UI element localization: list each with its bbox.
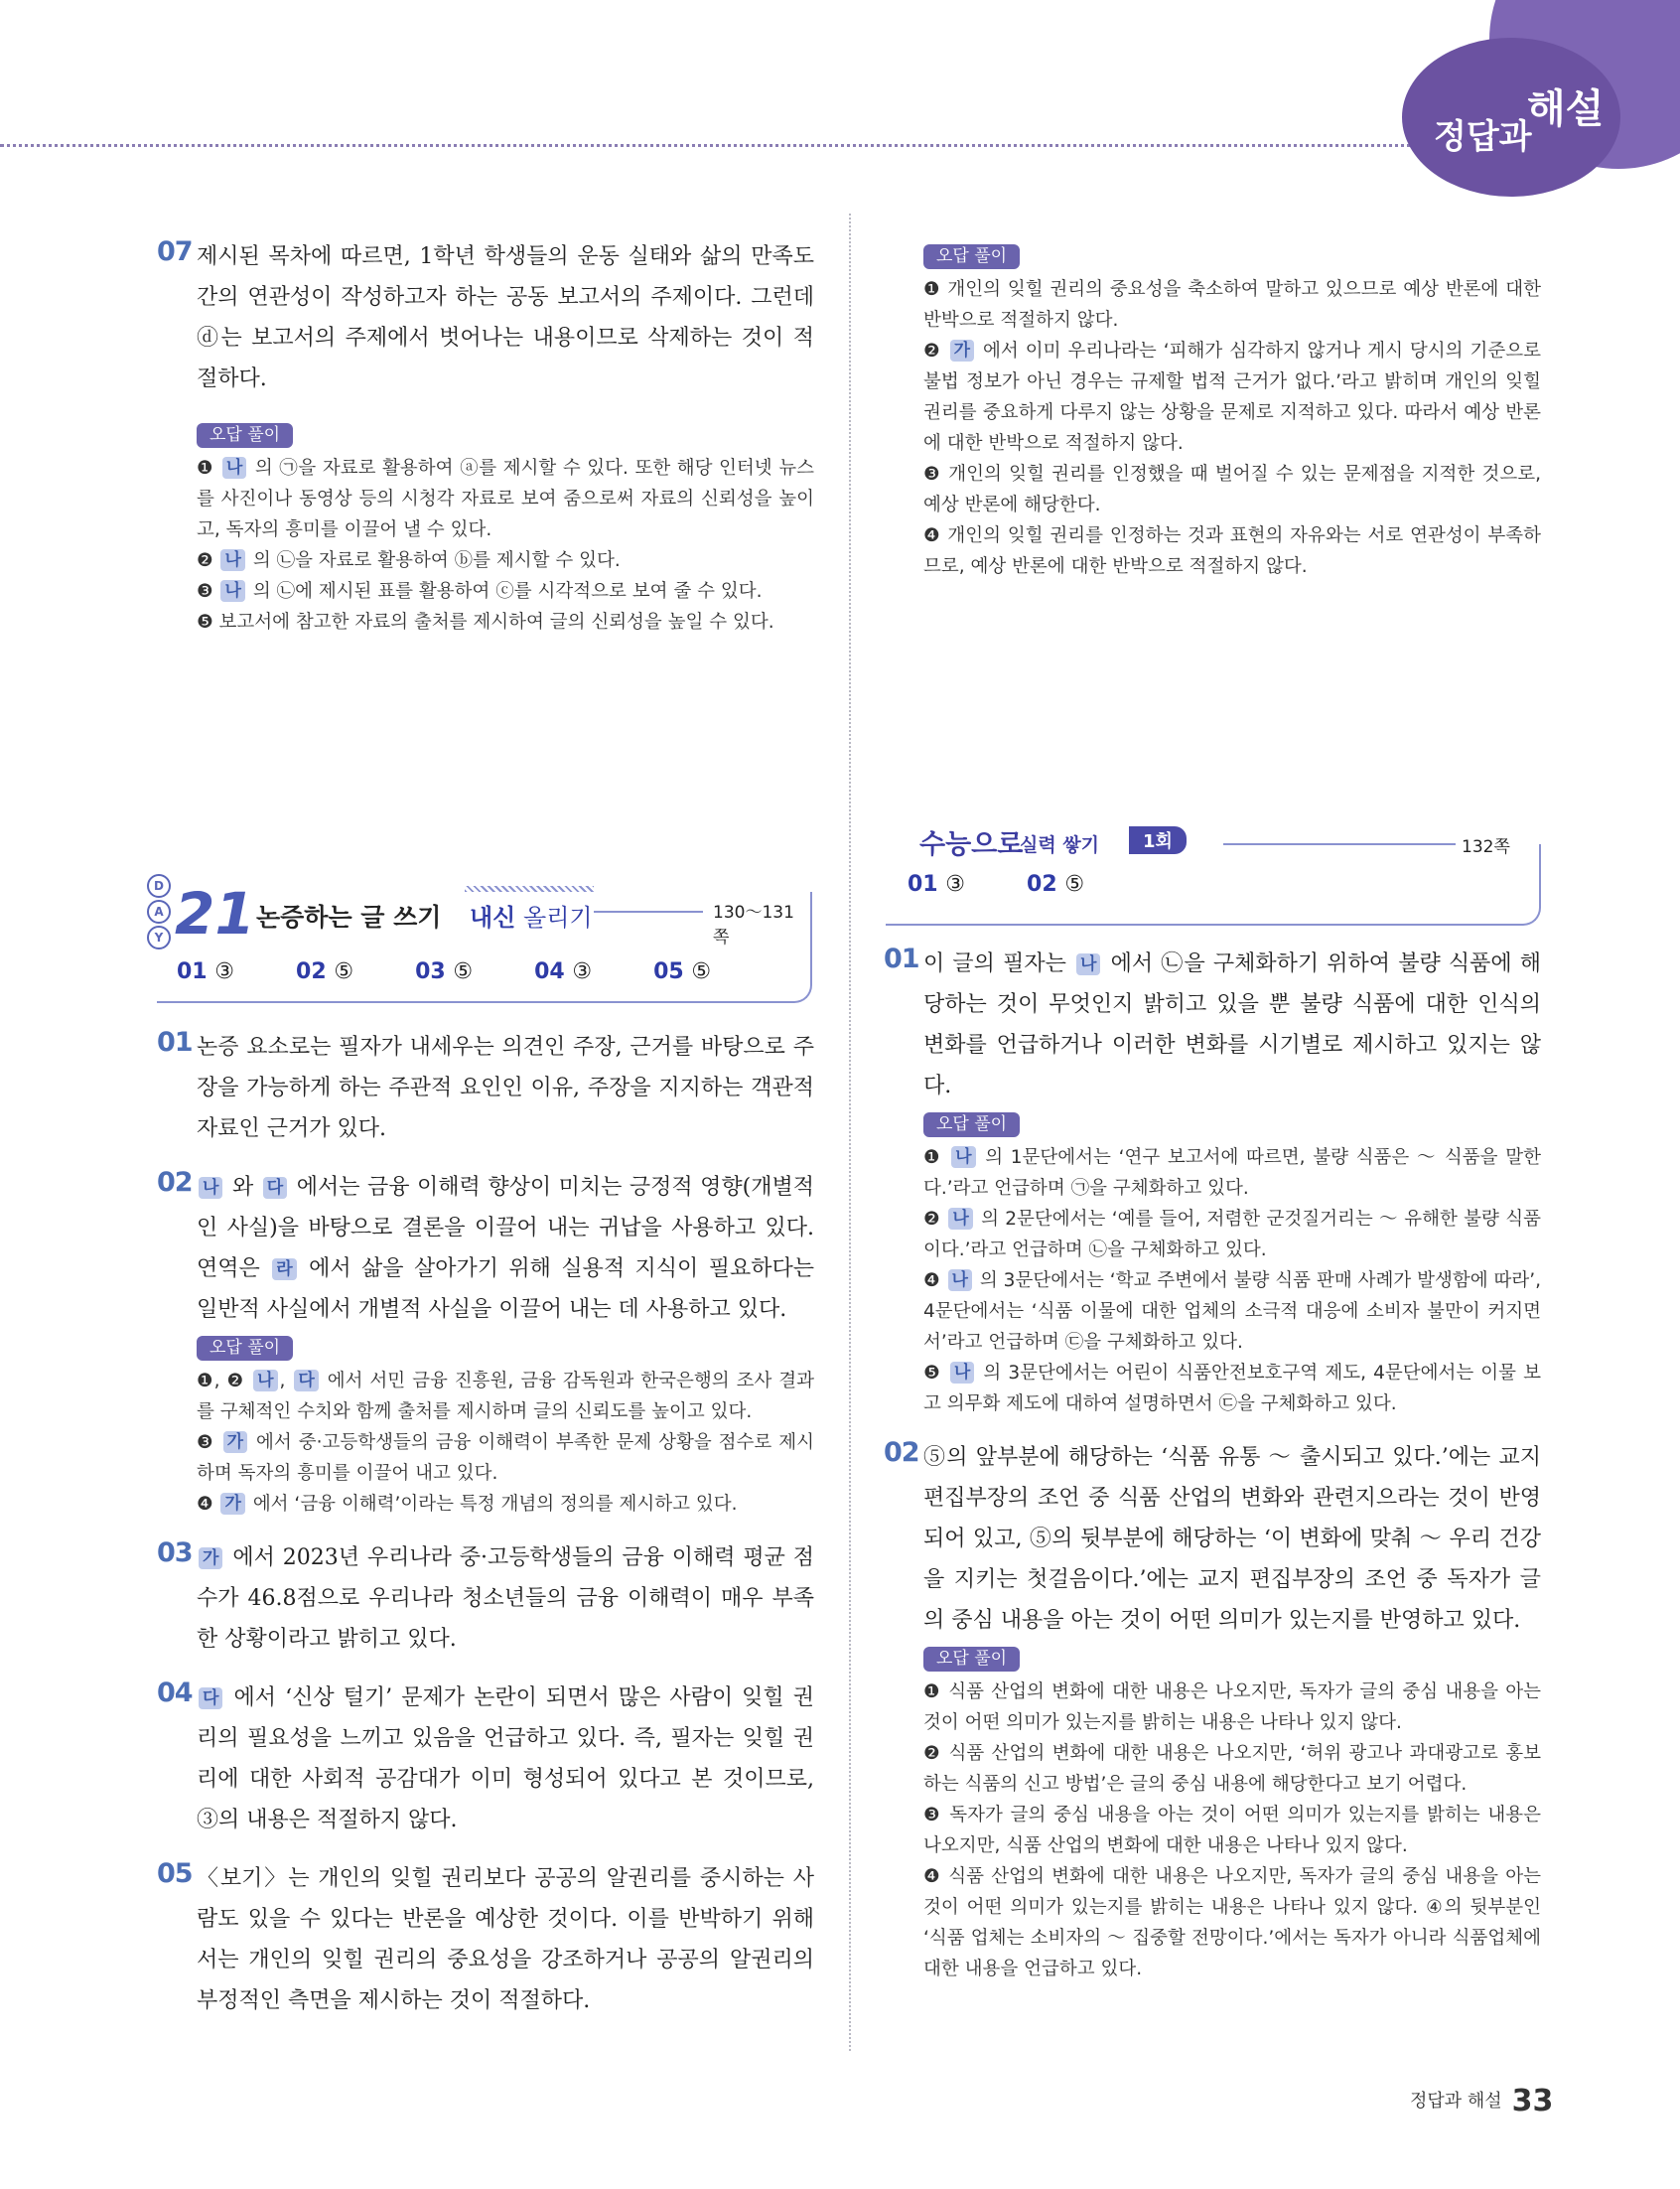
explanation-line: ❶ 나 의 ㉠을 자료로 활용하여 ⓐ를 제시할 수 있다. 또한 해당 인터넷 뉴스를 사진이나 동영상 등의 시청각 자료로 보여 줌으로써 자료의 신뢰성을 높이고, 독자의 흥미를 이끌어 낼 수 있다. <box>197 458 814 540</box>
explanation-line: ❷ 나 의 2문단에서는 ‘예를 들어, 저렴한 군것질거리는 ～ 유해한 불량 식품이다.’라고 언급하며 ㉡을 구체화하고 있다. <box>923 1209 1541 1260</box>
explanation-line: ❹ 나 의 3문단에서는 ‘학교 주변에서 불량 식품 판매 사례가 발생함에 따라’, 4문단에서는 ‘식품 이물에 대한 업체의 소극적 대응에 소비자 불만이 커지면서’라고 언급하며 ㉢을 구체화하고 있다. <box>923 1270 1542 1353</box>
day-letter: A <box>147 900 171 924</box>
wrong-answer-tag: 오답 풀이 <box>923 1647 1020 1672</box>
wrong-answer-tag: 오답 풀이 <box>197 423 293 448</box>
section-badge: 다 <box>294 1370 318 1391</box>
question-01 <box>886 944 1541 1106</box>
page-reference: 130～131쪽 <box>703 898 810 948</box>
section-badge: 다 <box>199 1687 222 1709</box>
answer-item: 04 ③ <box>534 959 593 984</box>
wrong-answer-tag: 오답 풀이 <box>923 1112 1020 1137</box>
page-reference: 132쪽 <box>1462 837 1510 857</box>
explanation-line: ❹ 개인의 잊힐 권리를 인정하는 것과 표현의 자유와는 서로 연관성이 부족하므로, 예상 반론에 대한 반박으로 적절하지 않다. <box>923 525 1542 577</box>
answer-item: 01 ③ <box>908 872 966 897</box>
answer-item: 05 ⑤ <box>653 959 712 984</box>
section-badge: 나 <box>948 1208 972 1230</box>
question-number: 03 <box>157 1537 193 1568</box>
question-number: 07 <box>157 236 193 267</box>
section-badge: 나 <box>222 457 246 479</box>
question-number: 01 <box>157 1027 193 1058</box>
answer-row <box>908 872 1084 897</box>
naesin-label: 내신 올리기 <box>470 904 593 932</box>
explanation-line: ❺ 나 의 3문단에서는 어린이 식품안전보호구역 제도, 4문단에서는 이물 보고 의무화 제도에 대하여 설명하면서 ㉢을 구체화하고 있다. <box>923 1363 1541 1414</box>
suneung-subtitle: 실력 쌓기 <box>1020 834 1100 856</box>
section-badge: 나 <box>253 1370 277 1391</box>
page-footer <box>1410 2084 1553 2118</box>
section-badge: 다 <box>263 1177 287 1199</box>
question-text: 논증 요소로는 필자가 내세우는 의견인 주장, 근거를 바탕으로 주장을 가능하게 하는 주관적 요인인 이유, 주장을 지지하는 객관적 자료인 근거가 있다. <box>197 1035 814 1141</box>
corner-label-1: 정답과 <box>1434 117 1532 157</box>
left-top-section <box>159 236 814 638</box>
question-number: 02 <box>157 1167 193 1198</box>
question-text: 가 에서 2023년 우리나라 중·고등학생들의 금융 이해력 평균 점수가 46.8점으로 우리나라 청소년들의 금융 이해력이 매우 부족한 상황이라고 밝히고 있다. <box>197 1545 815 1652</box>
explanation-line: ❶, ❷ 나 , 다 에서 서민 금융 진흥원, 금융 감독원과 한국은행의 조사 결과를 구체적인 수치와 함께 출처를 제시하며 글의 신뢰도를 높이고 있다. <box>197 1371 815 1422</box>
explanation-line: ❷ 나 의 ㉡을 자료로 활용하여 ⓑ를 제시할 수 있다. <box>197 550 621 571</box>
answer-item: 02 ⑤ <box>296 959 354 984</box>
question-number: 01 <box>884 944 919 974</box>
explanation-line: ❷ 식품 산업의 변화에 대한 내용은 나오지만, ‘허위 광고나 과대광고로 홍보하는 식품의 신고 방법’은 글의 중심 내용에 해당한다고 보기 어렵다. <box>923 1743 1541 1795</box>
question-03 <box>159 1537 814 1660</box>
question-07 <box>159 236 814 399</box>
header-dotted-line <box>0 144 1430 147</box>
section-badge: 나 <box>950 1362 974 1384</box>
day-letter: D <box>147 874 171 898</box>
page-number: 33 <box>1511 2084 1554 2118</box>
section-badge: 나 <box>951 1146 975 1168</box>
left-bottom-section <box>159 1027 814 2039</box>
question-04 <box>159 1678 814 1840</box>
explanation-line: ❶ 식품 산업의 변화에 대한 내용은 나오지만, 독자가 글의 중심 내용을 아는 것이 어떤 의미가 있는지를 밝히는 내용은 나타나 있지 않다. <box>923 1681 1541 1733</box>
day-letter: Y <box>147 926 171 949</box>
question-text: 나 와 다 에서는 금융 이해력 향상이 미치는 긍정적 영향(개별적인 사실)을 바탕으로 결론을 이끌어 내는 귀납을 사용하고 있다. 연역은 라 에서 삶을 살아가기 위해 실용적 지식이 필요하다는 일반적 사실에서 개별적 사실을 이끌어 내는 데 사용하고 있다. <box>197 1175 814 1322</box>
question-01 <box>159 1027 814 1149</box>
section-badge: 라 <box>272 1258 296 1280</box>
question-text: 〈보기〉는 개인의 잊힐 권리보다 공공의 알권리를 중시하는 사람도 있을 수 있다는 반론을 예상한 것이다. 이를 반박하기 위해서는 개인의 잊힐 권리의 중요성을 강조하거나 공공의 알권리의 부정적인 측면을 제시하는 것이 적절하다. <box>197 1866 814 2013</box>
question-02 <box>886 1437 1541 1641</box>
explanation-line: ❶ 개인의 잊힐 권리의 중요성을 축소하여 말하고 있으므로 예상 반론에 대한 반박으로 적절하지 않다. <box>923 279 1542 331</box>
suneung-title: 수능으로 <box>919 829 1024 860</box>
day-title: 논증하는 글 쓰기 <box>256 903 442 932</box>
page-ref-line <box>594 911 708 913</box>
question-text: ⑤의 앞부분에 해당하는 ‘식품 유통 ～ 출시되고 있다.’에는 교지 편집부장의 조언 중 식품 산업의 변화와 관련지으라는 것이 반영되어 있고, ⑤의 뒷부분에 해당하는 ‘이 변화에 맞춰 ～ 우리 건강을 지키는 첫걸음이다.’에는 교지 편집부장의 조언 중 독자가 글의 중심 내용을 아는 것이 어떤 의미가 있는지를 반영하고 있다. <box>923 1445 1541 1633</box>
section-badge: 가 <box>220 1493 244 1515</box>
wrong-answer-tag: 오답 풀이 <box>923 244 1020 269</box>
day-number: 21 <box>175 880 255 948</box>
explanation-line: ❺ 보고서에 참고한 자료의 출처를 제시하여 글의 신뢰성을 높일 수 있다. <box>197 612 774 633</box>
explanation-line: ❸ 가 에서 중·고등학생들의 금융 이해력이 부족한 문제 상황을 점수로 제시하며 독자의 흥미를 이끌어 내고 있다. <box>197 1432 814 1484</box>
right-bottom-section <box>886 944 1541 1984</box>
explanation-line: ❶ 나 의 1문단에서는 ‘연구 보고서에 따르면, 불량 식품은 ～ 식품을 말한다.’라고 언급하며 ㉠을 구체화하고 있다. <box>923 1147 1541 1199</box>
question-text: 제시된 목차에 따르면, 1학년 학생들의 운동 실태와 삶의 만족도 간의 연관성이 작성하고자 하는 공동 보고서의 주제이다. 그런데 ⓓ는 보고서의 주제에서 벗어나는 내용이므로 삭제하는 것이 적절하다. <box>197 244 814 391</box>
answer-item: 03 ⑤ <box>415 959 474 984</box>
question-number: 04 <box>157 1678 193 1708</box>
section-badge: 가 <box>950 340 974 362</box>
page-ref-line <box>1223 843 1456 845</box>
answer-item: 02 ⑤ <box>1027 872 1085 897</box>
corner-label-2: 해설 <box>1527 86 1605 132</box>
question-number: 05 <box>157 1858 193 1889</box>
suneung-header-box <box>886 816 1541 924</box>
explanation-line: ❷ 가 에서 이미 우리나라는 ‘피해가 심각하지 않거나 게시 당시의 기준으로 불법 정보가 아닌 경우는 규제할 법적 근거가 없다.’라고 밝히며 개인의 잊힐 권리를 중요하게 다루지 않는 상황을 문제로 지적하고 있다. 따라서 예상 반론에 대한 반박으로 적절하지 않다. <box>923 341 1541 454</box>
explanation-line: ❸ 개인의 잊힐 권리를 인정했을 때 벌어질 수 있는 문제점을 지적한 것으로, 예상 반론에 해당한다. <box>923 464 1541 515</box>
section-badge: 나 <box>220 580 244 602</box>
round-badge: 1회 <box>1129 826 1187 854</box>
explanation-line: ❸ 나 의 ㉡에 제시된 표를 활용하여 ⓒ를 시각적으로 보여 줄 수 있다. <box>197 581 763 602</box>
answer-item: 01 ③ <box>177 959 235 984</box>
day-letters <box>147 874 171 949</box>
question-number: 02 <box>884 1437 919 1468</box>
section-badge: 나 <box>1076 953 1100 975</box>
section-badge: 나 <box>199 1177 222 1199</box>
section-badge: 가 <box>223 1431 247 1453</box>
explanation-line: ❹ 식품 산업의 변화에 대한 내용은 나오지만, 독자가 글의 중심 내용을 아는 것이 어떤 의미가 있는지를 밝히는 내용은 나타나 있지 않다. ④의 뒷부분인 ‘식품 업체는 소비자의 ～ 집중할 전망이다.’에서는 독자가 아니라 식품업체에 대한 내용을 언급하고 있다. <box>923 1866 1541 1979</box>
footer-label: 정답과 해설 <box>1410 2091 1502 2112</box>
explanation-line: ❹ 가 에서 ‘금융 이해력’이라는 특정 개념의 정의를 제시하고 있다. <box>197 1494 738 1515</box>
question-text: 이 글의 필자는 나 에서 ㉡을 구체화하기 위하여 불량 식품에 해당하는 것이 무엇인지 밝히고 있을 뿐 불량 식품에 대한 인식의 변화를 언급하거나 이러한 변화를 시기별로 제시하고 있지는 않다. <box>923 951 1542 1098</box>
decorative-stripe <box>465 886 594 892</box>
section-badge: 나 <box>220 549 244 571</box>
question-05 <box>159 1858 814 2021</box>
question-text: 다 에서 ‘신상 털기’ 문제가 논란이 되면서 많은 사람이 잊힐 권리의 필요성을 느끼고 있음을 언급하고 있다. 즉, 필자는 잊힐 권리에 대한 사회적 공감대가 이미 형성되어 있다고 본 것이므로, ③의 내용은 적절하지 않다. <box>197 1685 814 1832</box>
wrong-answer-tag: 오답 풀이 <box>197 1336 293 1361</box>
section-badge: 나 <box>948 1269 972 1291</box>
column-divider <box>849 214 851 2051</box>
question-02 <box>159 1167 814 1330</box>
day-header-box <box>154 874 810 1003</box>
explanation-line: ❸ 독자가 글의 중심 내용을 아는 것이 어떤 의미가 있는지를 밝히는 내용은 나오지만, 식품 산업의 변화에 대한 내용은 나타나 있지 않다. <box>923 1805 1542 1856</box>
right-top-section <box>886 238 1541 582</box>
answer-row <box>177 959 711 984</box>
section-badge: 가 <box>199 1547 222 1569</box>
